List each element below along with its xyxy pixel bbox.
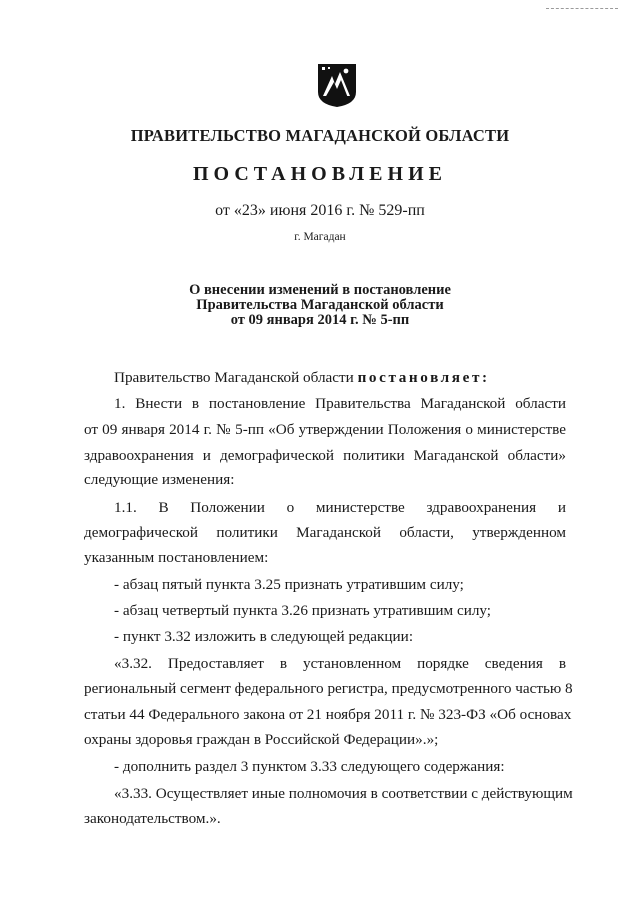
dash-item-1: - абзац пятый пункта 3.25 признать утратившим силу; xyxy=(114,576,464,593)
organization-name: ПРАВИТЕЛЬСТВО МАГАДАНСКОЙ ОБЛАСТИ xyxy=(130,126,510,145)
dash-item-2: - абзац четвертый пункта 3.26 признать утратившим силу; xyxy=(114,602,492,619)
subject-line-3: от 09 января 2014 г. № 5-пп xyxy=(230,312,410,328)
subject-line-1: О внесении изменений в постановление xyxy=(189,282,451,298)
document-city: г. Магадан xyxy=(294,231,346,243)
item1-line-2: от 09 января 2014 г. № 5-пп «Об утверждении Положения о министерстве xyxy=(84,421,566,438)
quote-3-32-line-3: статьи 44 Федерального закона от 21 ноября 2011 г. № 323-ФЗ «Об основах xyxy=(84,706,572,723)
preamble-text: Правительство Магаданской области xyxy=(114,369,354,386)
subject-line-2: Правительства Магаданской области xyxy=(196,297,444,313)
item11-line-3: указанным постановлением: xyxy=(84,549,269,566)
preamble xyxy=(114,370,490,386)
item1-line-3: здравоохранения и демографической политики Магаданской области» xyxy=(84,447,566,464)
top-edge-mark xyxy=(546,8,618,10)
quote-3-32-line-4: охраны здоровья граждан в Российской Федерации».»; xyxy=(84,731,439,748)
document-subject xyxy=(0,283,640,328)
preamble-verb: постановляет: xyxy=(357,369,490,386)
item11-line-2: демографической политики Магаданской области, утвержденном xyxy=(84,524,566,541)
dash-item-4: - дополнить раздел 3 пунктом 3.33 следующего содержания: xyxy=(114,758,505,775)
item11-line-1: 1.1. В Положении о министерстве здравоохранения и xyxy=(114,499,566,516)
dash-item-3: - пункт 3.32 изложить в следующей редакции: xyxy=(114,628,414,645)
document-type: ПОСТАНОВЛЕНИЕ xyxy=(193,163,447,185)
quote-3-32-line-1: «3.32. Предоставляет в установленном порядке сведения в xyxy=(114,655,566,672)
magadan-region-coat-of-arms-icon xyxy=(316,62,358,108)
quote-3-32-line-2: региональный сегмент федерального регистра, предусмотренного частью 8 xyxy=(84,680,573,697)
quote-3-33-line-2: законодательством.». xyxy=(84,810,221,827)
document-date-number: от «23» июня 2016 г. № 529-пп xyxy=(215,202,425,219)
quote-3-33-line-1: «3.33. Осуществляет иные полномочия в соответствии с действующим xyxy=(114,785,573,802)
item1-line-1: 1. Внести в постановление Правительства Магаданской области xyxy=(114,395,566,412)
item1-line-4: следующие изменения: xyxy=(84,471,235,488)
